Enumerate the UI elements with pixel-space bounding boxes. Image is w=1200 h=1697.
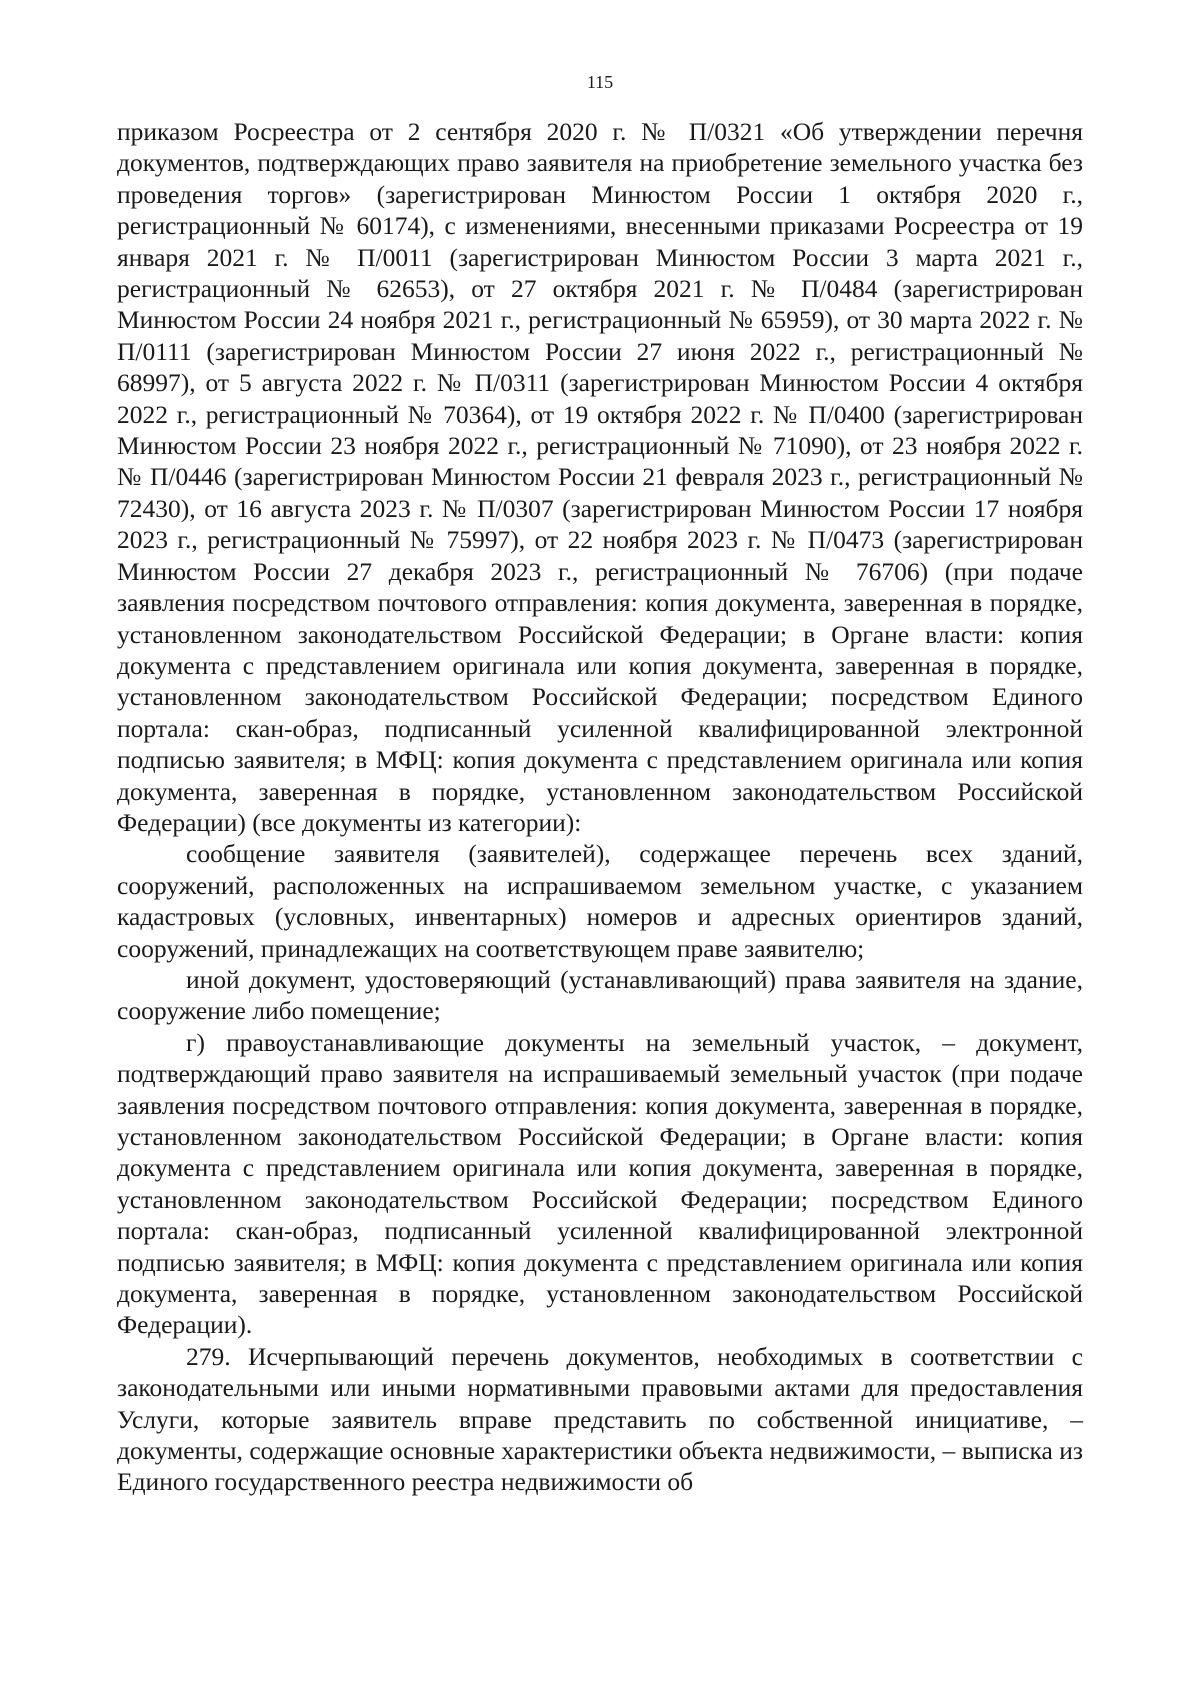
paragraph-item-279: 279. Исчерпывающий перечень документов, необходимых в соответствии с законодательными или иными нормативными правовыми актами для предоставления Услуги, которые заявитель вправе представить по собственной инициативе, – документы, содержащие основные характеристики объекта недвижимости, – выписка из Единого государственного реестра недвижимости об <box>117 1341 1083 1497</box>
paragraph-continuation: приказом Росреестра от 2 сентября 2020 г. № П/0321 «Об утверждении перечня документов, подтверждающих право заявителя на приобретение земельного участка без проведения торгов» (зарегистрирован Минюстом России 1 октября 2020 г., регистрационный № 60174), с изменениями, внесенными приказами Росреестра от 19 января 2021 г. № П/0011 (зарегистрирован Минюстом России 3 марта 2021 г., регистрационный № 62653), от 27 октября 2021 г. № П/0484 (зарегистрирован Минюстом России 24 ноября 2021 г., регистрационный № 65959), от 30 марта 2022 г. № П/0111 (зарегистрирован Минюстом России 27 июня 2022 г., регистрационный № 68997), от 5 августа 2022 г. № П/0311 (зарегистрирован Минюстом России 4 октября 2022 г., регистрационный № 70364), от 19 октября 2022 г. № П/0400 (зарегистрирован Минюстом России 23 ноября 2022 г., регистрационный № 71090), от 23 ноября 2022 г. № П/0446 (зарегистрирован Минюстом России 21 февраля 2023 г., регистрационный № 72430), от 16 августа 2023 г. № П/0307 (зарегистрирован Минюстом России 17 ноября 2023 г., регистрационный № 75997), от 22 ноября 2023 г. № П/0473 (зарегистрирован Минюстом России 27 декабря 2023 г., регистрационный № 76706) (при подаче заявления посредством почтового отправления: копия документа, заверенная в порядке, установленном законодательством Российской Федерации; в Органе власти: копия документа с представлением оригинала или копия документа, заверенная в порядке, установленном законодательством Российской Федерации; посредством Единого портала: скан-образ, подписанный усиленной квалифицированной электронной подписью заявителя; в МФЦ: копия документа с представлением оригинала или копия документа, заверенная в порядке, установленном законодательством Российской Федерации) (все документы из категории): <box>117 117 1083 837</box>
paragraph-other-document: иной документ, удостоверяющий (устанавливающий) права заявителя на здание, сооружение либо помещение; <box>117 964 1083 1026</box>
document-body <box>117 116 1083 1498</box>
paragraph-item-g: г) правоустанавливающие документы на земельный участок, – документ, подтверждающий право заявителя на испрашиваемый земельный участок (при подаче заявления посредством почтового отправления: копия документа, заверенная в порядке, установленном законодательством Российской Федерации; в Органе власти: копия документа с представлением оригинала или копия документа, заверенная в порядке, установленном законодательством Российской Федерации; посредством Единого портала: скан-образ, подписанный усиленной квалифицированной электронной подписью заявителя; в МФЦ: копия документа с представлением оригинала или копия документа, заверенная в порядке, установленном законодательством Российской Федерации). <box>117 1027 1083 1340</box>
paragraph-applicant-message: сообщение заявителя (заявителей), содержащее перечень всех зданий, сооружений, расположенных на испрашиваемом земельном участке, с указанием кадастровых (условных, инвентарных) номеров и адресных ориентиров зданий, сооружений, принадлежащих на соответствующем праве заявителю; <box>117 839 1083 963</box>
page-number: 115 <box>586 72 614 92</box>
